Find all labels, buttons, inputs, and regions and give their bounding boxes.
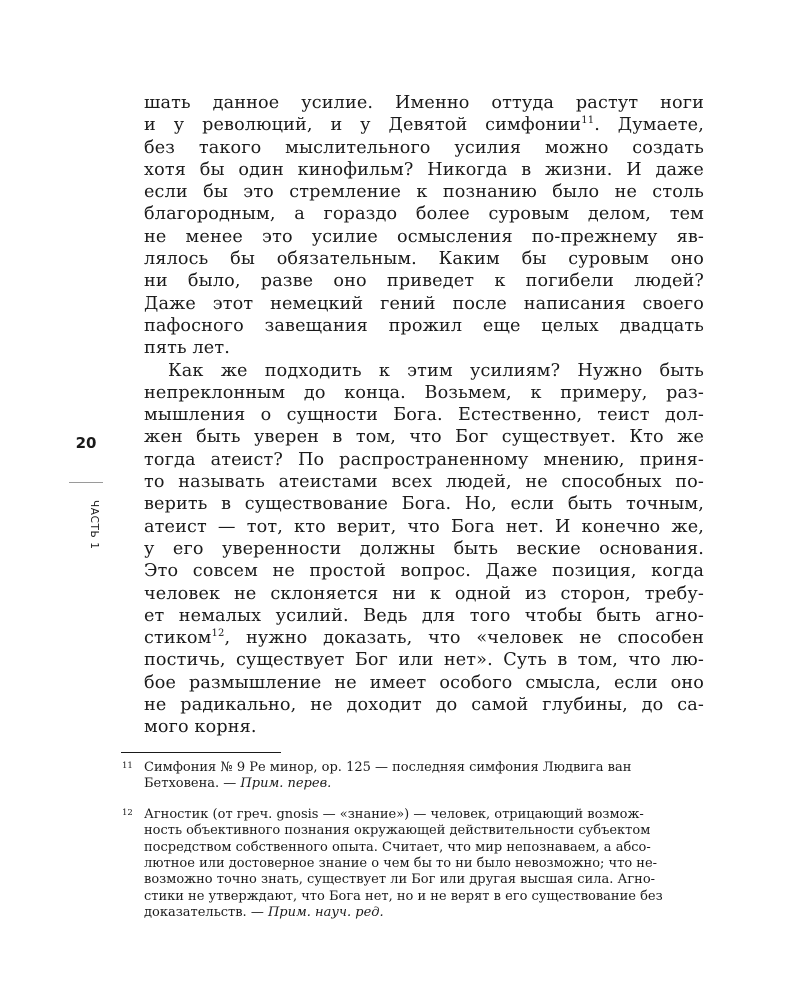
text-line: атеист — тот, кто верит, что Бога нет. И конечно же, <box>144 516 704 537</box>
footnote-line: стики не утверждают, что Бога нет, но и не верят в его существование без <box>144 888 663 904</box>
text-line: бое размышление не имеет особого смысла, если оно <box>144 672 704 693</box>
footnote-line: лютное или достоверное знание о чем бы то ни было невозможно; что не- <box>144 856 658 872</box>
text-line: не радикально, не доходит до самой глубины, до са- <box>144 695 704 716</box>
footnote-line: посредством собственного опыта. Считает, что мир непознаваем, а абсо- <box>144 839 651 855</box>
paragraph-2 <box>144 360 704 739</box>
text-line: Это совсем не простой вопрос. Даже позиция, когда <box>144 561 704 582</box>
text-fragment: и у революций, и у Девятой симфонии <box>144 115 582 136</box>
text-fragment: . Думаете, <box>594 115 704 136</box>
footnote-line: Агностик (от греч. gnosis — «знание») — человек, отрицающий возмож- <box>144 806 644 822</box>
side-divider <box>69 482 103 483</box>
text-line: непреклонным до конца. Возьмем, к примеру, раз- <box>144 382 704 403</box>
text-line: пафосного завещания прожил еще целых двадцать <box>144 315 704 336</box>
text-line: верить в существование Бога. Но, если быть точным, <box>144 494 704 515</box>
footnote-ref-12[interactable]: 12 <box>211 628 225 640</box>
text-line <box>144 114 704 136</box>
page-number: 20 <box>75 434 97 452</box>
part-label: ЧАСТЬ 1 <box>88 500 100 550</box>
text-line: тогда атеист? По распространенному мнению, приня- <box>144 449 704 470</box>
text-line: ет немалых усилий. Ведь для того чтобы быть агно- <box>144 605 704 626</box>
text-line <box>144 627 704 649</box>
footnote-line: Симфония № 9 Ре минор, op. 125 — последняя симфония Людвига ван <box>144 760 632 775</box>
footnote-line: возможно точно знать, существует ли Бог или другая высшая сила. Агно- <box>144 872 656 888</box>
text-fragment: Бетховена. — <box>144 776 241 792</box>
footnote-note: Прим. науч. ред. <box>267 905 384 921</box>
text-line: то называть атеистами всех людей, не способных по- <box>144 472 704 493</box>
text-line: человек не склоняется ни к одной из сторон, требу- <box>144 583 704 604</box>
footnote-line <box>144 776 704 792</box>
text-line: мого корня. <box>144 717 257 738</box>
text-line: не менее это усилие осмысления по-прежнему яв- <box>144 226 704 247</box>
footnote-divider <box>121 752 281 753</box>
footnote-11 <box>122 760 704 793</box>
text-line: лялось бы обязательным. Каким бы суровым оно <box>144 249 704 270</box>
text-line: у его уверенности должны быть веские основания. <box>144 538 704 559</box>
text-line: если бы это стремление к познанию было не столь <box>144 182 704 203</box>
footnote-number: 11 <box>122 761 133 771</box>
text-line: Даже этот немецкий гений после написания своего <box>144 293 704 314</box>
text-fragment: доказательств. — <box>144 905 268 921</box>
text-fragment: , нужно доказать, что «человек не способен <box>224 628 704 649</box>
footnote-12 <box>122 807 704 922</box>
text-line: жен быть уверен в том, что Бог существует. Кто же <box>144 427 704 448</box>
footnotes <box>122 760 704 936</box>
text-line: хотя бы один кинофильм? Никогда в жизни. И даже <box>144 159 704 180</box>
text-line: без такого мыслительного усилия можно создать <box>144 137 704 158</box>
footnote-ref-11[interactable]: 11 <box>581 115 595 127</box>
paragraph-1 <box>144 92 704 360</box>
main-text <box>144 92 704 739</box>
text-line: благородным, а гораздо более суровым делом, тем <box>144 204 704 225</box>
text-line: шать данное усилие. Именно оттуда растут ноги <box>144 93 704 113</box>
text-line: постичь, существует Бог или нет». Суть в том, что лю- <box>144 650 704 671</box>
text-fragment: стиком <box>144 628 212 649</box>
text-line: Как же подходить к этим усилиям? Нужно быть <box>168 360 704 381</box>
footnote-note: Прим. перев. <box>240 776 332 792</box>
footnote-number: 12 <box>122 807 133 818</box>
text-line: мышления о сущности Бога. Естественно, теист дол- <box>144 405 704 426</box>
footnote-line <box>144 905 704 921</box>
footnote-line: ность объективного познания окружающей действительности субъектом <box>144 823 651 839</box>
text-line: ни было, разве оно приведет к погибели людей? <box>144 271 704 292</box>
text-line: пять лет. <box>144 338 230 359</box>
